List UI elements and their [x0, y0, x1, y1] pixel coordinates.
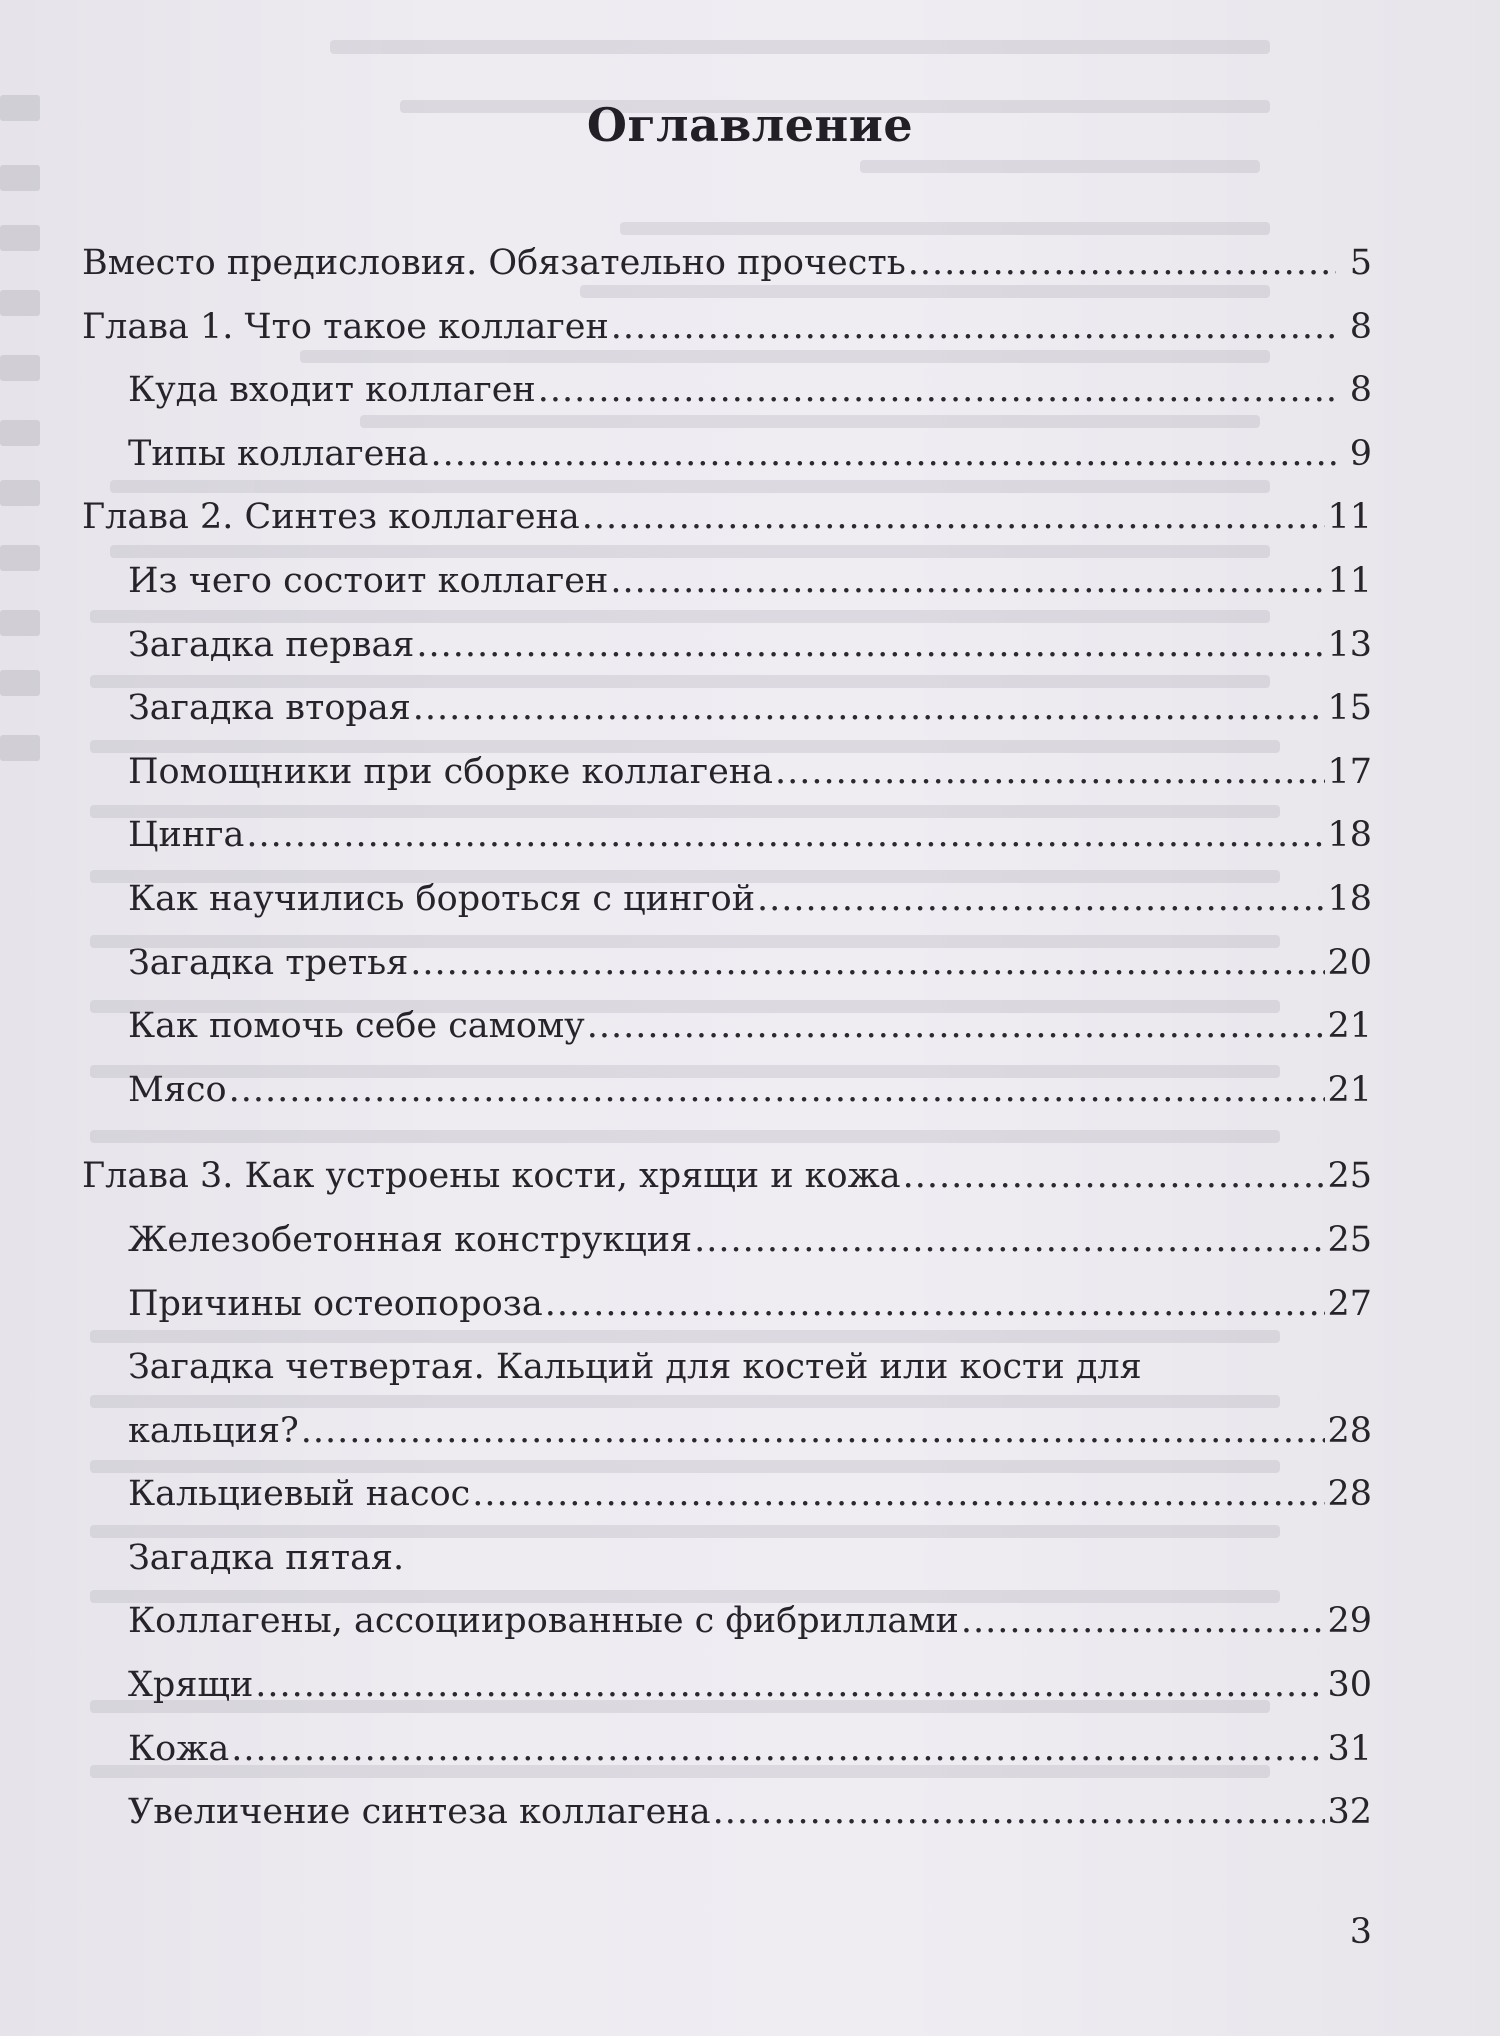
- toc-leader-dots: [255, 1654, 1325, 1718]
- toc-entry: [82, 614, 1372, 678]
- toc-entry-page: 27: [1327, 1283, 1372, 1324]
- toc-entry-label: Глава 2. Синтез коллагена: [82, 497, 580, 538]
- toc-entry-label: Коллагены, ассоциированные с фибриллами: [128, 1601, 959, 1642]
- toc-entry: [82, 1336, 1372, 1400]
- page-number: 3: [1349, 1912, 1372, 1952]
- toc-entry-page: 31: [1327, 1728, 1372, 1769]
- toc-entry-page: 32: [1327, 1792, 1372, 1833]
- toc-entry-label: Глава 1. Что такое коллаген: [82, 306, 609, 347]
- toc-entry-label: Глава 3. Как устроены кости, хрящи и кожа: [82, 1156, 901, 1197]
- toc-entry: [82, 1400, 1372, 1464]
- toc-leader-dots: [231, 1718, 1325, 1782]
- toc-leader-dots: [713, 1781, 1326, 1845]
- toc-leader-dots: [301, 1400, 1326, 1464]
- toc-leader-dots: [229, 1059, 1326, 1123]
- toc-entry: [82, 1273, 1372, 1337]
- toc-entry-page: 15: [1327, 688, 1372, 729]
- toc-entry: [82, 932, 1372, 996]
- toc-entry: [82, 1654, 1372, 1718]
- toc-entry-label: Загадка первая: [128, 624, 415, 665]
- toc-leader-dots: [413, 677, 1326, 741]
- toc-leader-dots: [694, 1209, 1325, 1273]
- toc-leader-dots: [903, 1145, 1326, 1209]
- toc-entry-label: Загадка четвертая. Кальций для костей или кости для: [128, 1347, 1142, 1388]
- toc-entry: [82, 423, 1372, 487]
- toc-entry: [82, 232, 1372, 296]
- toc-entry-label: кальция?: [128, 1410, 299, 1451]
- toc-leader-dots: [582, 486, 1326, 550]
- toc-leader-dots: [472, 1463, 1325, 1527]
- toc-entry-label: Железобетонная конструкция: [128, 1219, 693, 1260]
- toc-entry: [82, 804, 1372, 868]
- toc-entry: [82, 1718, 1372, 1782]
- toc-entry-page: 18: [1327, 878, 1372, 919]
- toc-entry: [82, 868, 1372, 932]
- toc-entry-page: 11: [1327, 560, 1372, 601]
- toc-entry-page: 20: [1327, 942, 1372, 983]
- toc-entry-label: Кальциевый насос: [128, 1474, 471, 1515]
- toc-leader-dots: [611, 296, 1336, 360]
- toc-entry-label: Типы коллагена: [128, 433, 429, 474]
- toc-entry-page: 28: [1327, 1474, 1372, 1515]
- toc-entry-label: Как помочь себе самому: [128, 1006, 585, 1047]
- toc-entry: [82, 1463, 1372, 1527]
- toc-leader-dots: [246, 804, 1325, 868]
- toc-entry-page: 25: [1327, 1219, 1372, 1260]
- toc-entry-label: Вместо предисловия. Обязательно прочесть: [82, 243, 906, 283]
- toc-entry: [82, 1209, 1372, 1273]
- toc-entry-page: 5: [1349, 243, 1372, 283]
- table-of-contents: [82, 232, 1372, 1845]
- toc-leader-dots: [587, 995, 1326, 1059]
- toc-entry-page: 11: [1327, 497, 1372, 538]
- toc-entry-page: 21: [1327, 1006, 1372, 1047]
- toc-entry-page: 8: [1349, 306, 1372, 347]
- toc-entry-label: Как научились бороться с цингой: [128, 878, 756, 919]
- toc-entry: [82, 1590, 1372, 1654]
- toc-entry-page: 21: [1327, 1069, 1372, 1110]
- toc-entry-page: 8: [1349, 370, 1372, 411]
- toc-entry-page: 13: [1327, 624, 1372, 665]
- toc-leader-dots: [416, 614, 1325, 678]
- toc-entry-label: Из чего состоит коллаген: [128, 560, 609, 601]
- toc-entry-label: Хрящи: [128, 1665, 254, 1706]
- toc-leader-dots: [545, 1273, 1326, 1337]
- toc-entry-label: Мясо: [128, 1069, 227, 1110]
- toc-entry-label: Цинга: [128, 815, 245, 856]
- toc-entry-label: Куда входит коллаген: [128, 370, 536, 411]
- toc-leader-dots: [908, 232, 1336, 296]
- toc-leader-dots: [961, 1590, 1326, 1654]
- toc-entry-label: Кожа: [128, 1728, 230, 1769]
- toc-entry-label: Причины остеопороза: [128, 1283, 543, 1324]
- toc-leader-dots: [610, 550, 1325, 614]
- toc-entry: [82, 1145, 1372, 1209]
- toc-entry-label: Загадка вторая: [128, 688, 411, 729]
- toc-entry-page: 17: [1327, 751, 1372, 792]
- toc-entry-label: Помощники при сборке коллагена: [128, 751, 773, 792]
- toc-leader-dots: [775, 741, 1325, 805]
- toc-leader-dots: [431, 423, 1336, 487]
- toc-entry: [82, 677, 1372, 741]
- toc-entry: [82, 296, 1372, 360]
- toc-entry-label: Загадка третья: [128, 942, 409, 983]
- toc-leader-dots: [757, 868, 1325, 932]
- toc-entry: [82, 550, 1372, 614]
- toc-leader-dots: [538, 359, 1336, 423]
- toc-entry: [82, 1059, 1372, 1123]
- toc-leader-dots: [410, 932, 1325, 996]
- toc-entry-label: Загадка пятая.: [128, 1537, 405, 1578]
- toc-entry-label: Увеличение синтеза коллагена: [128, 1792, 711, 1833]
- toc-entry: [82, 1781, 1372, 1845]
- toc-entry: [82, 1527, 1372, 1591]
- toc-entry-page: 29: [1327, 1601, 1372, 1642]
- toc-entry-page: 18: [1327, 815, 1372, 856]
- toc-entry-page: 25: [1327, 1156, 1372, 1197]
- toc-entry: [82, 359, 1372, 423]
- toc-entry-page: 9: [1349, 433, 1372, 474]
- toc-entry-page: 30: [1327, 1665, 1372, 1706]
- toc-entry-page: 28: [1327, 1410, 1372, 1451]
- toc-entry: [82, 741, 1372, 805]
- toc-entry: [82, 995, 1372, 1059]
- page-title: Оглавление: [586, 98, 914, 152]
- toc-entry: [82, 486, 1372, 550]
